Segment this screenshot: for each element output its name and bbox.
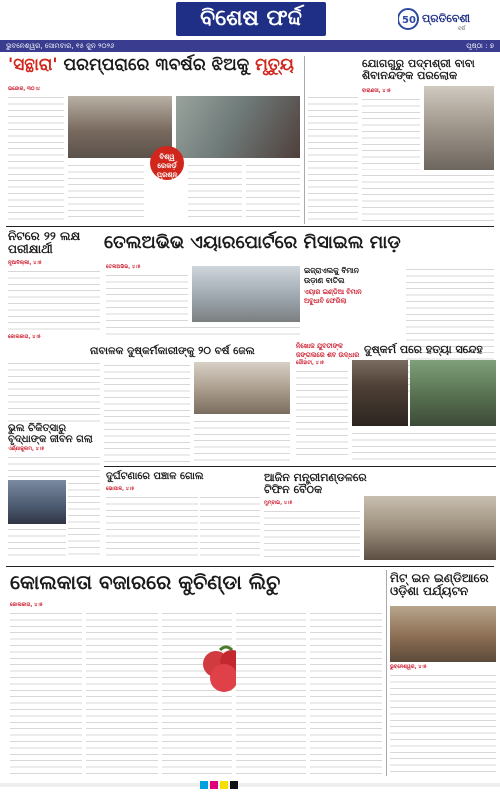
treatment-text-col2 — [68, 480, 100, 560]
main-text-col4 — [246, 162, 300, 222]
exam-headline: ନିଟରେ ୨୨ ଲକ୍ଷ ପରୀକ୍ଷାର୍ଥୀ — [8, 229, 81, 256]
tourism-text — [390, 672, 496, 774]
accident-headline: ଦୁର୍ଘଟଣାରେ ପଞ୍ଚାଳ ଗୋଲ — [106, 471, 204, 482]
minor-headline: ନାବାଳକ ଦୁଷ୍କର୍ମକାରୀଙ୍କୁ ୨୦ ବର୍ଷ ଜେଲ — [90, 345, 255, 357]
yogi-byline: ବାରାଣସୀ, ୪।୫ — [362, 88, 391, 94]
litchi-text-col1 — [10, 610, 82, 774]
accident-byline: ଭୋପାଳ, ୪।୫ — [106, 486, 135, 492]
treatment-photo — [8, 480, 66, 524]
rape-byline: ଗୌହାଟୀ, ୪।୫ — [296, 360, 325, 366]
tourism-byline: ଭୁବନେଶ୍ୱର, ୪।୫ — [390, 664, 427, 670]
yogi-headline: ଯୋଗଗୁରୁ ପଦ୍ମଶ୍ରୀ ବାବା ଶିବାନନ୍ଦଙ୍କ ପରଲୋକ — [362, 57, 475, 82]
side-text-col — [308, 94, 358, 224]
missile-byline: ତେଲଅଭିଭ, ୪।୫ — [106, 264, 141, 270]
tourism-photo — [390, 606, 496, 662]
minor-text-col1 — [8, 360, 100, 422]
treatment-text-col3 — [8, 526, 66, 560]
litchi-text-col2 — [86, 610, 158, 774]
minister-text — [264, 508, 360, 560]
minister-photo — [364, 496, 496, 560]
main-text-col1 — [8, 94, 64, 222]
treatment-byline: ଏର୍ଣ୍ଣାକୁଲମ, ୪।୫ — [8, 446, 45, 452]
dateline — [0, 40, 500, 52]
main-text-col3 — [188, 162, 242, 222]
main-text-col2 — [68, 162, 144, 222]
logo-text: ପ୍ରତିବେଶୀ — [422, 12, 471, 25]
rape-kicker: ନିଖୋଜ ଯୁବତୀଙ୍କ ଜଙ୍ଗଲରେ ଶବ ଉଦ୍ଧାର — [296, 342, 360, 359]
minister-headline: ଆଜିନ ମନ୍ତ୍ରୀମଣ୍ଡଳରେ ଟିଫିନ ବୈଠକ — [264, 471, 367, 496]
accident-text-col2 — [200, 494, 260, 560]
minor-byline: କୋଲକାତା, ୪।୫ — [8, 334, 41, 340]
rape-headline: ଦୁଷ୍କର୍ମ ପରେ ହତ୍ୟା ସନ୍ଦେହ — [364, 343, 483, 356]
missile-subheads: ଇଜ୍ରାଏଲକୁ ବିମାନ ଉଡ଼ାଣ ବାତିଲ ଏୟାର ଇଣ୍ଡିଆ ବିମାନ ଅବୁଧାବି ଫେରିଲା — [304, 266, 362, 305]
section-rule-3 — [6, 566, 494, 567]
treatment-headline: ଭୁଲ ଚିକିତ୍ସାରୁ ବୃଦ୍ଧାଙ୍କ ଜୀବନ ଗଲା — [8, 423, 93, 445]
rape-text-col2 — [352, 430, 496, 460]
column-divider-2 — [386, 570, 387, 776]
exam-byline: ନୂଆଦିଲ୍ଲୀ, ୪।୫ — [8, 260, 42, 266]
main-byline: ଇନ୍ଦୋର, ୩୦।୪ — [8, 86, 41, 92]
record-badge: ବିଶ୍ୱ ରେକର୍ଡ଼ ପ୍ରଶ୍ନ — [150, 146, 184, 180]
rape-text-col1 — [296, 368, 348, 460]
main-headline: 'ସନ୍ଥାରା' ପରମ୍ପରାରେ ୩ବର୍ଷର ଝିଅକୁ ମୃତ୍ୟୁ — [8, 55, 294, 75]
section-rule — [6, 226, 494, 227]
missile-text-col2 — [106, 324, 300, 338]
yogi-photo — [424, 86, 494, 170]
section-rule-2 — [104, 466, 496, 467]
missile-text-col1 — [106, 272, 188, 322]
masthead — [0, 0, 500, 42]
section-title: ବିଶେଷ ଫର୍ଦ୍ଦ — [176, 2, 326, 36]
treatment-text-col1 — [8, 454, 100, 478]
minister-byline: ମୁମ୍ବାଇ, ୪।୫ — [264, 500, 293, 506]
accident-text-col1 — [106, 494, 198, 560]
minor-photo — [194, 362, 290, 414]
litchi-byline: କୋଲକାତା, ୪।୫ — [10, 602, 43, 608]
main-photo-family — [176, 96, 300, 158]
missile-photo — [192, 266, 300, 322]
yogi-text-col1 — [362, 96, 420, 170]
missile-headline: ତେଲଅଭିଭ ଏୟାରପୋର୍ଟରେ ମିସାଇଲ ମାଡ଼ — [104, 232, 401, 253]
page-number: ପୃଷ୍ଠା : ୭ — [466, 42, 494, 50]
print-color-bar — [0, 776, 500, 788]
litchi-text-col5 — [310, 610, 382, 774]
victim-photo-1 — [352, 360, 408, 426]
litchi-headline: କୋଲକାତା ବଜାରରେ କୁଚିଣ୍ଡା ଲିଚୁ — [10, 570, 281, 594]
exam-text — [8, 268, 100, 330]
victim-photo-2 — [410, 360, 496, 426]
litchi-text-col4 — [236, 610, 306, 774]
minor-text-col3 — [194, 418, 290, 462]
logo-tag: ବର୍ଷ — [458, 26, 466, 32]
column-divider — [304, 56, 305, 224]
tourism-headline: ମିଟ୍ ଇନ ଇଣ୍ଡିଆରେ ଓଡ଼ିଶା ପର୍ଯ୍ୟଟନ — [390, 571, 489, 598]
minor-text-col2 — [104, 362, 190, 462]
date-text: ଭୁବନେଶ୍ୱର, ସୋମବାର, ୧୫ ଜୁନ ୨୦୨୬ — [6, 42, 115, 50]
newspaper-logo — [398, 6, 494, 32]
logo-number: 50 — [402, 15, 416, 26]
yogi-text-col2 — [362, 172, 494, 224]
